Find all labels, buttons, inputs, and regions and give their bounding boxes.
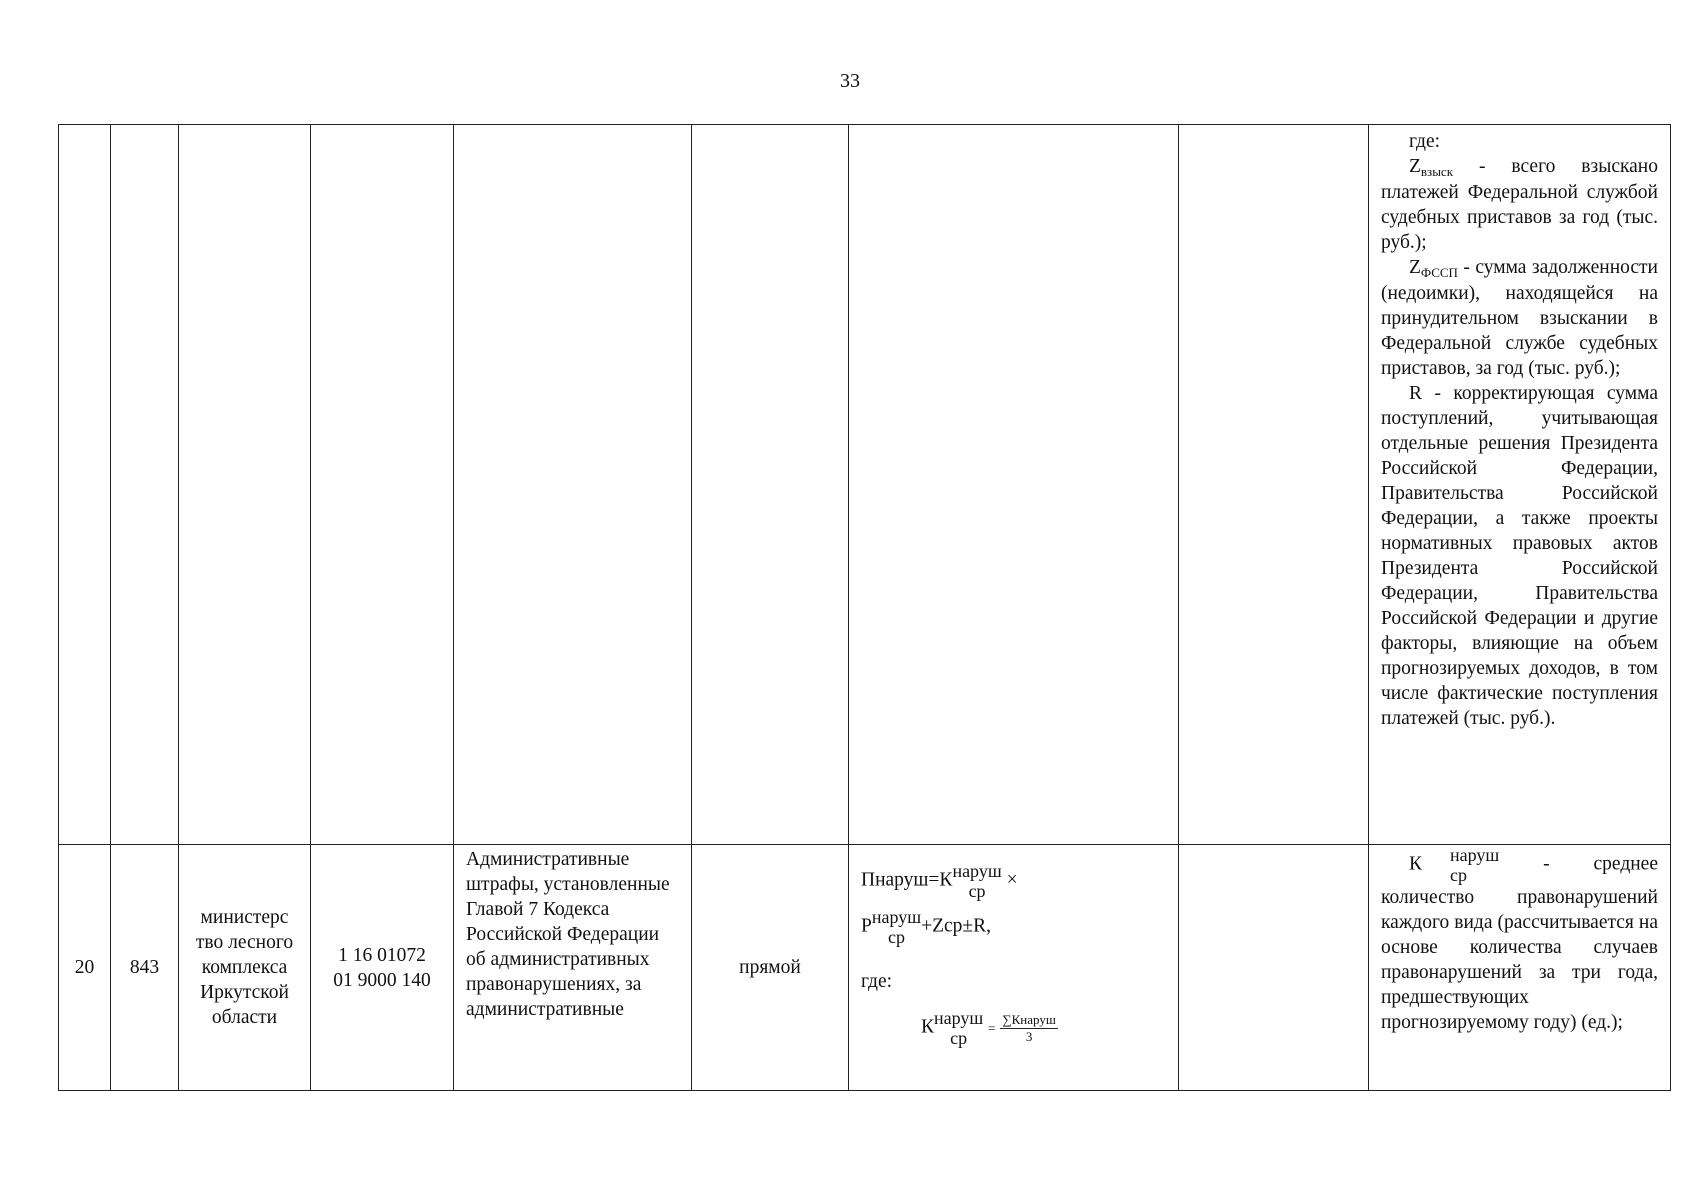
fraction-denominator: 3	[1025, 1028, 1033, 1044]
symbol-z: Z	[1409, 156, 1421, 177]
k-indices	[952, 861, 1001, 901]
cell-number: 20	[59, 845, 111, 1091]
formula-line-3	[861, 1008, 1170, 1048]
explanation-text: - сумма задолженности (недоимки), находящейся на принудительном взыскании в Федеральной службе судебных приставов, за год (тыс. руб.);	[1381, 257, 1658, 379]
cell-method: прямой	[692, 845, 849, 1091]
k-sup: наруш	[952, 861, 1002, 881]
table-row-continuation	[59, 125, 1671, 845]
p-sup: наруш	[871, 907, 922, 927]
cell-method	[692, 125, 849, 845]
table-row-20	[59, 845, 1671, 1091]
cell-admin-code	[111, 125, 179, 845]
p-sub: ср	[887, 927, 905, 947]
page-number: 33	[840, 70, 860, 92]
cell-formula	[849, 845, 1179, 1091]
cell-explanation	[1369, 125, 1671, 845]
k-indices	[1422, 845, 1499, 885]
cell-administrator	[179, 125, 311, 845]
cell-kbk	[311, 125, 454, 845]
cell-algorithm	[1179, 125, 1369, 845]
explanation-text: - всего взыскано платежей Федеральной службой судебных приставов за год (тыс. руб.);	[1381, 156, 1658, 253]
cell-kbk	[311, 845, 454, 1091]
fraction-numerator: ∑Кнаруш	[1002, 1011, 1056, 1027]
symbol-r: R	[1409, 383, 1423, 404]
p-symbol: Р	[861, 915, 872, 937]
k2-sub: ср	[950, 1028, 968, 1048]
kbk-line-1: 1 16 01072	[338, 944, 426, 966]
explanation-zvzysk	[1381, 154, 1658, 255]
times-sign: ×	[1006, 869, 1018, 891]
fraction	[1000, 1012, 1058, 1045]
subscript-fssp: ФССП	[1420, 265, 1458, 280]
kbk-line-2: 01 9000 140	[333, 969, 431, 991]
subscript-vzysk: взыск	[1420, 164, 1454, 179]
cell-number	[59, 125, 111, 845]
p-indices	[872, 907, 921, 947]
k2-sup: наруш	[934, 1008, 984, 1028]
k2-symbol: К	[921, 1016, 935, 1038]
cell-revenue-name	[454, 125, 692, 845]
cell-explanation	[1369, 845, 1671, 1091]
k-symbol: К	[1409, 853, 1423, 875]
cell-revenue-name: Административные штрафы, установленные Главой 7 Кодекса Российской Федерации об административных правонарушениях, за административные	[454, 845, 692, 1091]
equals-sign: =	[988, 1020, 996, 1036]
revenue-methodology-table	[58, 124, 1671, 1091]
explanation-r	[1381, 381, 1658, 731]
cell-administrator: министерс тво лесного комплекса Иркутской области	[179, 845, 311, 1091]
k-sub: ср	[968, 881, 986, 901]
explanation-text: - среднее количество правонарушений каждого вида (рассчитывается на основе количества случаев правонарушений за три года, предшествующих прогнозируемому году) (ед.);	[1381, 853, 1658, 1033]
formula-lhs: Пнаруш=К	[861, 869, 953, 891]
explanation-k	[1381, 845, 1658, 1035]
k-sup: наруш	[1450, 845, 1500, 865]
cell-admin-code: 843	[111, 845, 179, 1091]
formula-line-1	[861, 861, 1170, 901]
symbol-z: Z	[1409, 257, 1421, 278]
formula-line-2	[861, 907, 1170, 947]
cell-formula	[849, 125, 1179, 845]
where-label: где:	[1409, 131, 1441, 152]
explanation-text: - корректирующая сумма поступлений, учитывающая отдельные решения Президента Российской Федерации, Правительства Российской Федерации, а также проекты нормативных правовых актов Президента Российской Федерации, Правительства Российской Федерации и другие факторы, влияющие на объем прогнозируемых доходов, в том числе фактические поступления платежей (тыс. руб.).	[1381, 383, 1658, 729]
k-sub: ср	[1450, 865, 1468, 885]
cell-algorithm	[1179, 845, 1369, 1091]
k2-indices	[934, 1008, 983, 1048]
formula-tail: +Zср±R,	[921, 915, 992, 937]
formula-where: где:	[861, 971, 893, 992]
explanation-zfssp	[1381, 255, 1658, 381]
